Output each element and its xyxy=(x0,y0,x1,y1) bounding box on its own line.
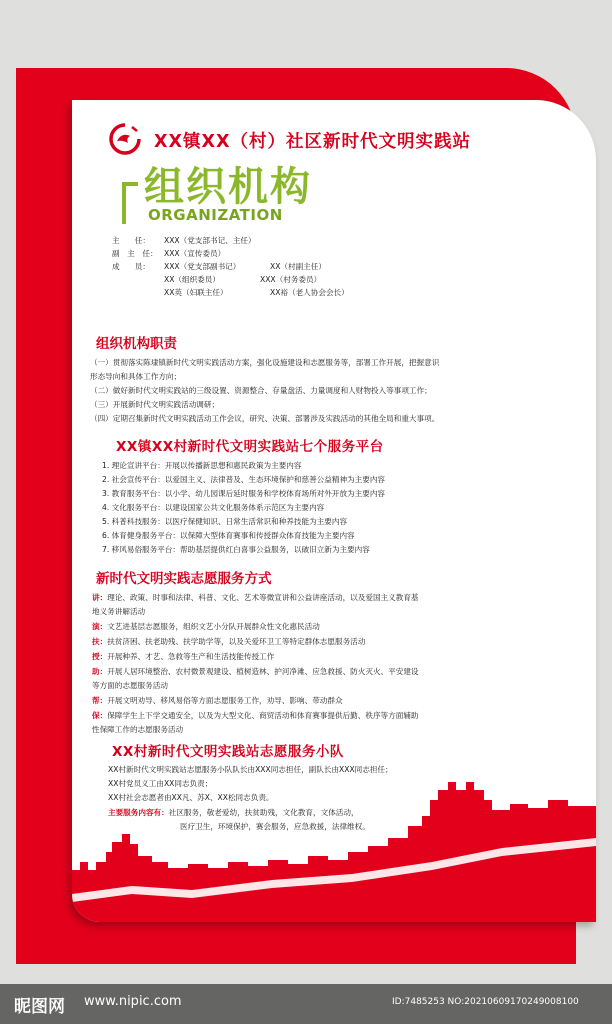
platform-item: 5. 科普科技服务：以医疗保健知识、日常生活常识和种养技能为主要内容 xyxy=(102,517,348,526)
platforms-title: XX镇XX村新时代文明实践站七个服务平台 xyxy=(116,439,384,455)
method-item: 等方面的志愿服务活动 xyxy=(92,681,168,690)
method-item: 性保障工作的志愿服务活动 xyxy=(92,725,184,734)
method-key: 扶： xyxy=(92,637,108,646)
method-key: 演： xyxy=(92,622,108,631)
team-content-label: 主要服务内容有： xyxy=(108,808,169,817)
team-item: XX村新时代文明实践站志愿服务小队队长由XXX同志担任，副队长由XXX同志担任； xyxy=(108,765,393,774)
platform-item: 6. 体育健身服务平台：以保障大型体育赛事和传授群众体育技能为主要内容 xyxy=(102,531,355,540)
vice-director-value: XXX（宣传委员） xyxy=(164,249,226,258)
great-wall-decoration xyxy=(72,782,596,922)
page-title: 组织机构 xyxy=(144,164,312,210)
team-content-row-2: 医疗卫生，环境保护，赛会服务，应急救援，法律维权。 xyxy=(180,822,370,831)
platform-item: 3. 教育服务平台：以小学、幼儿园课后延时服务和学校体育场所对外开放为主要内容 xyxy=(102,489,386,498)
duty-item: （三）开展新时代文明实践活动调研； xyxy=(90,400,220,409)
platform-item: 2. 社会宣传平台：以爱国主义、法律普及、生态环境保护和慈善公益精神为主要内容 xyxy=(102,475,386,484)
member-2: XX（村副主任） xyxy=(270,262,326,271)
duty-item: （四）定期召集新时代文明实践活动工作会议，研究、决策、部署涉及实践活动的其他全局和重大事项。 xyxy=(90,414,440,423)
team-item: XX村社会志愿者由XX凡、苏X、XX松同志负责。 xyxy=(108,793,274,802)
method-key: 讲： xyxy=(92,593,108,602)
member-6: XX裕（老人协会会长） xyxy=(270,288,349,297)
member-label: 成 员： xyxy=(112,262,150,271)
member-5: XX英（妇联主任） xyxy=(164,288,228,297)
english-subtitle: ORGANIZATION xyxy=(148,206,283,224)
platform-item: 1. 理论宣讲平台：开展以传播新思想和惠民政策为主要内容 xyxy=(102,461,302,470)
platform-item: 7. 移风易俗服务平台：帮助基层提供红白喜事公益服务，以破旧立新为主要内容 xyxy=(102,545,370,554)
method-item: 保：保障学生上下学交通安全，以及为大型文化、商贸活动和体育赛事提供后勤、秩序等方面辅助 xyxy=(92,711,419,720)
member-3: XX（组织委员） xyxy=(164,275,220,284)
methods-title: 新时代文明实践志愿服务方式 xyxy=(96,571,272,587)
method-item: 演：文艺进基层志愿服务，组织文艺小分队开展群众性文化惠民活动 xyxy=(92,622,320,631)
platform-item: 4. 文化服务平台：以建设国家公共文化服务体系示范区为主要内容 xyxy=(102,503,325,512)
method-key: 保： xyxy=(92,711,108,720)
member-4: XXX（村务委员） xyxy=(260,275,322,284)
director-value: XXX（党支部书记、主任） xyxy=(164,236,256,245)
method-item: 助：开展人居环境整治、农村微景观建设、植树造林、护河净滩、应急救援、防火灭火、平安建设 xyxy=(92,667,419,676)
header-title: XX镇XX（村）社区新时代文明实践站 xyxy=(154,132,471,152)
watermark-id: ID:7485253 NO:20210609170249008100 xyxy=(392,997,579,1007)
vice-director-label: 副 主 任： xyxy=(112,249,158,258)
method-key: 助： xyxy=(92,667,108,676)
method-key: 帮： xyxy=(92,696,108,705)
logo-seal-icon xyxy=(108,122,142,156)
method-item: 地义务讲解活动 xyxy=(92,607,146,616)
member-1: XXX（党支部副书记） xyxy=(164,262,241,271)
duties-title: 组织机构职责 xyxy=(96,336,177,352)
duty-item: （一）贯彻落实陈埭镇新时代文明实践活动方案，强化设施建设和志愿服务等，部署工作开展，把握意识 xyxy=(90,358,440,367)
watermark-logo: 昵图网 xyxy=(14,997,65,1017)
poster-card xyxy=(72,100,596,922)
watermark-url[interactable]: www.nipic.com xyxy=(84,994,182,1009)
team-content-row: 主要服务内容有：社区服务，敬老爱幼，扶贫助残，文化教育，文体活动， xyxy=(108,808,359,817)
duty-item: （二）做好新时代文明实践站的三级设置、资源整合、存量盘活、力量调度和人财物投入等事项工作； xyxy=(90,386,432,395)
team-title: XX村新时代文明实践站志愿服务小队 xyxy=(112,744,344,760)
duty-item: 形态导向和具体工作方向； xyxy=(90,372,182,381)
method-key: 授： xyxy=(92,652,108,661)
director-label: 主 任： xyxy=(112,236,150,245)
method-item: 授：开展种养、才艺、急救等生产和生活技能传授工作 xyxy=(92,652,275,661)
method-item: 帮：开展文明劝导、移风易俗等方面志愿服务工作，劝导、影响、带动群众 xyxy=(92,696,343,705)
title-bracket-decoration xyxy=(122,182,138,224)
method-item: 扶：扶贫济困、扶老助残、扶学助学等，以及关爱环卫工等特定群体志愿服务活动 xyxy=(92,637,366,646)
team-item: XX村党员义工由XX同志负责； xyxy=(108,779,213,788)
method-item: 讲：理论、政策、时事和法律、科普、文化、艺术等微宣讲和公益讲座活动，以及爱国主义教育基 xyxy=(92,593,419,602)
